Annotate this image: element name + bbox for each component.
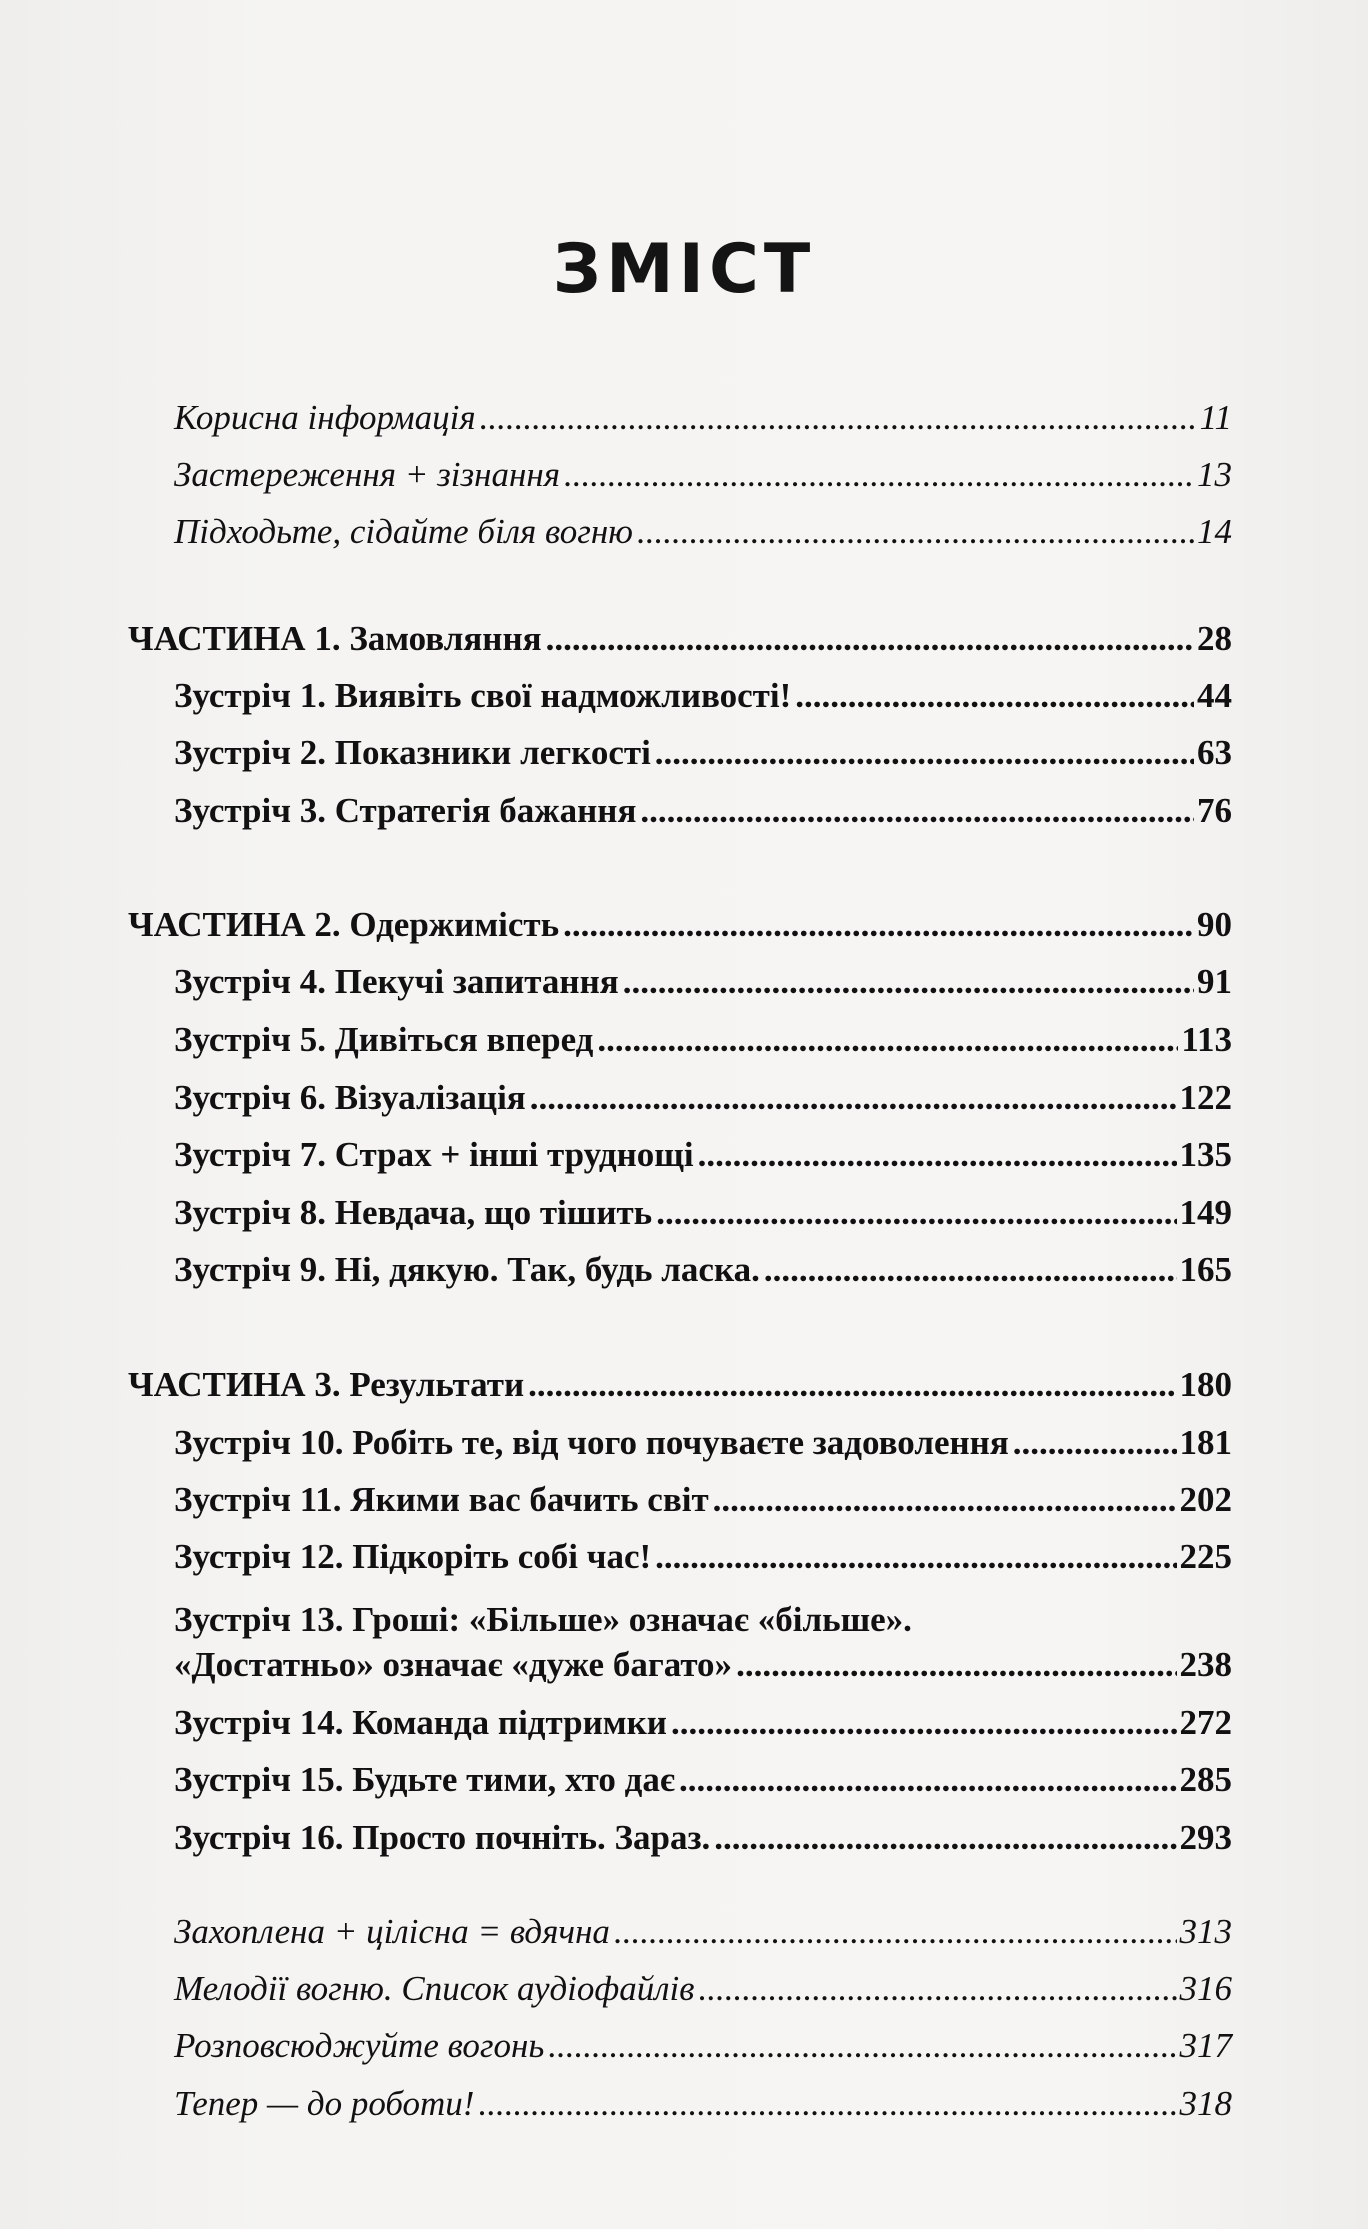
leader-dots [656,1193,1176,1233]
toc-entry-label: Захоплена + цілісна = вдячна [174,1912,610,1951]
toc-entry-label: Зустріч 10. Робіть те, від чого почуваєте задоволення [174,1423,1009,1462]
toc-entry-label: Зустріч 9. Ні, дякую. Так, будь ласка. [174,1250,760,1289]
toc-entry-label: Зустріч 3. Стратегія бажання [174,791,637,830]
toc-entry-label: Зустріч 6. Візуалізація [174,1078,526,1117]
toc-entry-label: Зустріч 8. Невдача, що тішить [174,1193,653,1232]
toc-page-number: 76 [1197,791,1232,830]
leader-dots [564,455,1194,495]
toc-page-number: 44 [1197,676,1232,715]
toc-page-number: 202 [1179,1480,1232,1519]
toc-entry-label: Зустріч 7. Страх + інші труднощі [174,1135,694,1174]
toc-entry-label: Зустріч 2. Показники легкості [174,733,651,772]
toc-entry-meeting-2 [174,733,1232,773]
toc-entry-meeting-1 [174,676,1232,716]
toc-entry-back-4 [174,2084,1232,2124]
leader-dots [1013,1423,1177,1463]
toc-entry-meeting-8 [174,1193,1232,1233]
leader-dots [698,1969,1176,2009]
toc-entry-meeting-11 [174,1480,1232,1520]
leader-dots [671,1703,1177,1743]
leader-dots [736,1645,1176,1685]
toc-page-number: 165 [1179,1250,1232,1289]
leader-dots [597,1020,1178,1060]
toc-part-2 [128,905,1232,945]
leader-dots [714,1818,1176,1858]
toc-entry-meeting-4 [174,962,1232,1002]
toc-entry-label: Зустріч 11. Якими вас бачить світ [174,1480,709,1519]
toc-entry-label: «Достатньо» означає «дуже багато» [174,1645,733,1684]
toc-entry-back-2 [174,1969,1232,2009]
toc-entry-front-3 [174,512,1232,552]
toc-page-number: 122 [1179,1078,1232,1117]
toc-entry-label: Зустріч 5. Дивіться вперед [174,1020,594,1059]
toc-part-1 [128,619,1232,659]
page-title: ЗМІСТ [552,230,816,309]
toc-entry-label: Зустріч 14. Команда підтримки [174,1703,667,1742]
leader-dots [713,1480,1177,1520]
toc-entry-meeting-9 [174,1250,1232,1290]
toc-page-number: 90 [1197,905,1232,944]
leader-dots [623,962,1194,1002]
toc-entry-meeting-10 [174,1423,1232,1463]
toc-entry-label: Зустріч 16. Просто почніть. Зараз. [174,1818,711,1857]
toc-page-number: 13 [1197,455,1232,494]
toc-entry-label: Зустріч 12. Підкоріть собі час! [174,1537,652,1576]
toc-entry-meeting-3 [174,791,1232,831]
toc-entry-back-1 [174,1912,1232,1952]
toc-entry-back-3 [174,2026,1232,2066]
toc-page-number: 113 [1181,1020,1232,1059]
toc-entry-label: Зустріч 4. Пекучі запитання [174,962,619,1001]
toc-part-3 [128,1365,1232,1405]
toc-page-number: 28 [1197,619,1232,658]
toc-entry-meeting-6 [174,1078,1232,1118]
toc-page-number: 313 [1179,1912,1232,1951]
toc-page-number: 318 [1179,2084,1232,2123]
toc-page-number: 293 [1179,1818,1232,1857]
toc-page-number: 285 [1179,1760,1232,1799]
toc-entry-label: Зустріч 1. Виявіть свої надможливості! [174,676,792,715]
toc-entry-label: Мелодії вогню. Список аудіофайлів [174,1969,695,2008]
leader-dots [546,619,1194,659]
toc-page-number: 181 [1179,1423,1232,1462]
toc-page-number: 149 [1179,1193,1232,1232]
leader-dots [640,791,1194,831]
toc-page-number: 63 [1197,733,1232,772]
toc-page-number: 91 [1197,962,1232,1001]
toc-entry-meeting-5 [174,1020,1232,1060]
toc-entry-label: Підходьте, сідайте біля вогню [174,512,633,551]
leader-dots [614,1912,1177,1952]
leader-dots [795,676,1194,716]
toc-page-number: 11 [1199,398,1232,437]
leader-dots [563,905,1194,945]
leader-dots [548,2026,1176,2066]
toc-entry-label: Застереження + зізнання [174,455,560,494]
toc-entry-label: Корисна інформація [174,398,476,437]
toc-entry-label: Розповсюджуйте вогонь [174,2026,545,2065]
toc-page-number: 238 [1179,1645,1232,1684]
toc-part-label: ЧАСТИНА 3. Результати [128,1365,525,1404]
leader-dots [528,1365,1176,1405]
toc-entry-front-2 [174,455,1232,495]
leader-dots [655,1537,1176,1577]
toc-entry-meeting-13-line1: Зустріч 13. Гроші: «Більше» означає «більше». [174,1600,912,1639]
leader-dots [478,2084,1176,2124]
toc-page-number: 316 [1179,1969,1232,2008]
leader-dots [530,1078,1177,1118]
toc-entry-label: Тепер — до роботи! [174,2084,475,2123]
toc-page-number: 317 [1179,2026,1232,2065]
toc-entry-meeting-15 [174,1760,1232,1800]
toc-entry-front-1 [174,398,1232,438]
leader-dots [637,512,1194,552]
toc-entry-meeting-13 [174,1645,1232,1685]
leader-dots [698,1135,1177,1175]
toc-entry-meeting-14 [174,1703,1232,1743]
toc-part-label: ЧАСТИНА 2. Одержимість [128,905,560,944]
toc-part-label: ЧАСТИНА 1. Замовляння [128,619,542,658]
toc-page-number: 272 [1179,1703,1232,1742]
leader-dots [480,398,1197,438]
toc-entry-label: Зустріч 15. Будьте тими, хто дає [174,1760,675,1799]
toc-entry-meeting-12 [174,1537,1232,1577]
leader-dots [679,1760,1177,1800]
toc-entry-meeting-16 [174,1818,1232,1858]
leader-dots [655,733,1194,773]
toc-page-number: 14 [1197,512,1232,551]
toc-page-number: 180 [1179,1365,1232,1404]
toc-page-number: 225 [1179,1537,1232,1576]
toc-entry-meeting-7 [174,1135,1232,1175]
toc-page-number: 135 [1179,1135,1232,1174]
leader-dots [764,1250,1177,1290]
